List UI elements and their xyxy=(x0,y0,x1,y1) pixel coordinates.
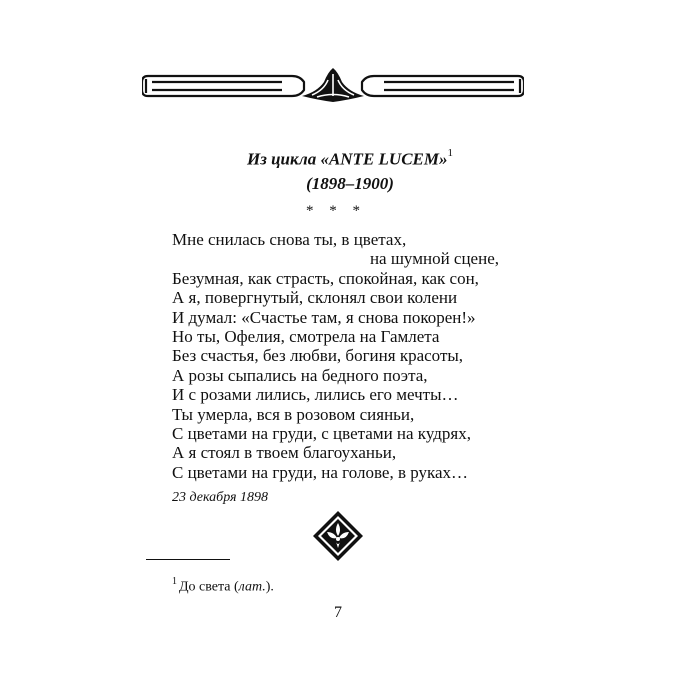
poem-text xyxy=(172,230,502,482)
footnote xyxy=(172,577,274,596)
poem-line: И думал: «Счастье там, я снова покорен!» xyxy=(172,307,476,327)
title-line-1 xyxy=(0,143,700,172)
asterism-separator: * * * xyxy=(306,203,366,219)
title-footnote-marker: 1 xyxy=(447,147,453,159)
title-text: Из цикла «ANTE LUCEM» xyxy=(247,149,448,169)
poem-line: А я стоял в твоем благоуханьи, xyxy=(172,443,397,463)
poem-line: Ты умерла, вся в розовом сияньи, xyxy=(172,404,415,424)
footnote-text: До света ( xyxy=(179,579,239,595)
header-ornament-icon xyxy=(142,66,524,106)
poem-line: Но ты, Офелия, смотрела на Гамлета xyxy=(172,327,440,347)
poem-line: А я, повергнутый, склонял свои колени xyxy=(172,288,458,308)
footnote-rule xyxy=(146,559,230,560)
footnote-text-end: ). xyxy=(265,579,274,595)
poem-line: Безумная, как страсть, спокойная, как сон, xyxy=(172,268,479,288)
poem-line: С цветами на груди, с цветами на кудрях, xyxy=(172,424,471,444)
page-number: 7 xyxy=(334,604,342,621)
title-line-2: (1898–1900) xyxy=(306,173,394,193)
footnote-marker: 1 xyxy=(172,576,177,587)
poem-line: на шумной сцене, xyxy=(369,249,499,269)
floral-vignette-icon xyxy=(312,510,364,562)
footnote-abbrev: лат. xyxy=(238,579,266,595)
poem-line: А розы сыпались на бедного поэта, xyxy=(172,365,428,385)
poem-line: С цветами на груди, на голове, в руках… xyxy=(172,462,469,482)
poem-line: Без счастья, без любви, богиня красоты, xyxy=(172,346,464,366)
poem-cycle-title xyxy=(0,143,700,196)
poem-line: Мне снилась снова ты, в цветах, xyxy=(172,230,407,249)
poem-line: И с розами лились, лились его мечты… xyxy=(172,385,459,405)
poem-date: 23 декабря 1898 xyxy=(172,490,269,505)
